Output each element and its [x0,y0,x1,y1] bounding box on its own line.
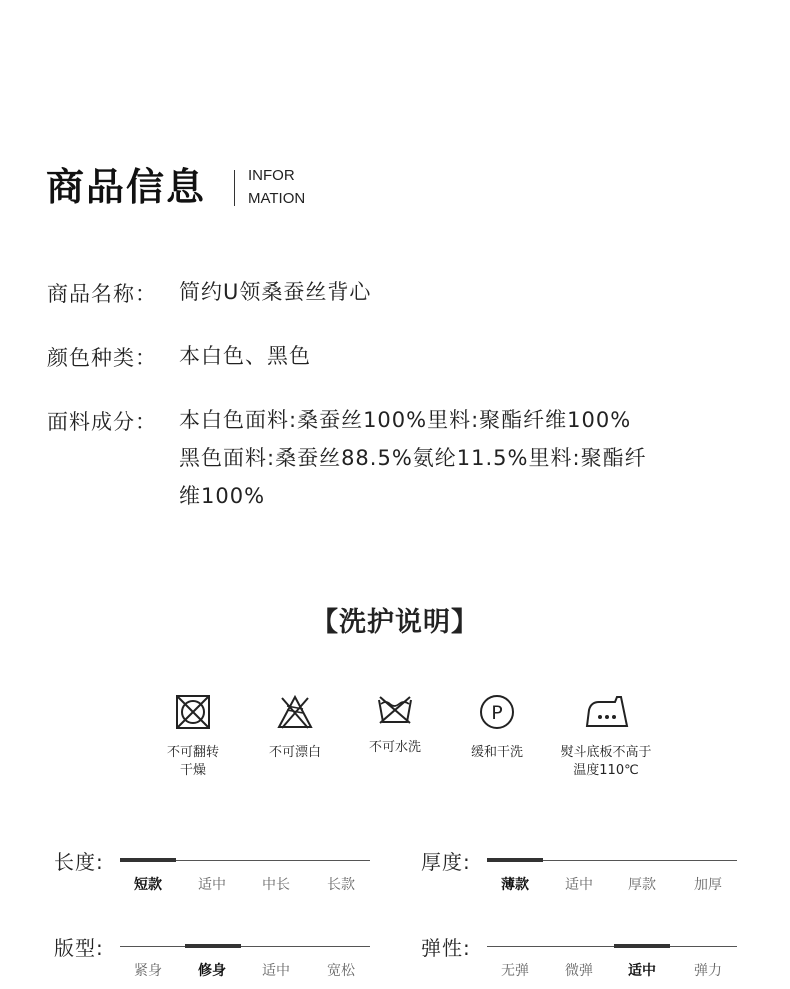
dry-clean-icon [479,694,515,730]
iron-icon [585,694,629,728]
title-en-line2: MATION [248,190,306,207]
fabric-line-1: 本白色面料:桑蚕丝100%里料:聚酯纤维100% [179,408,632,432]
elasticity-option: 微弹 [565,963,593,979]
thickness-option: 适中 [565,877,593,893]
fabric-value [179,401,749,515]
elasticity-option: 无弹 [501,963,529,979]
no-tumble-dry-icon [175,694,211,730]
svg-text:P: P [491,702,503,724]
care-label-line: 温度110℃ [573,763,639,778]
thickness-option: 薄款 [501,877,529,893]
fit-option: 修身 [198,963,226,979]
care-label-line: 干燥 [179,763,206,778]
thickness-option: 厚款 [628,877,656,893]
elasticity-label: 弹性: [421,936,471,960]
elasticity-scale-line [487,946,737,947]
page-title-english [248,164,305,210]
care-label-line: 不可翻转 [166,745,219,760]
color-label: 颜色种类： [47,346,157,370]
length-option: 适中 [198,877,226,893]
fabric-line-3: 维100% [179,484,266,508]
product-name-value: 简约U领桑蚕丝背心 [179,280,372,304]
fabric-label: 面料成分： [47,410,157,434]
no-wash-icon [377,694,413,726]
care-label-no-tumble-dry [143,744,243,780]
care-section-title: 【洗护说明】 [311,607,479,638]
no-bleach-icon [277,694,313,730]
care-label-iron [546,744,666,780]
length-option: 长款 [327,877,355,893]
fit-option: 宽松 [327,963,355,979]
title-divider [234,170,235,206]
elasticity-option: 适中 [628,963,656,979]
page-title: 商品信息 [46,165,207,209]
fit-option: 紧身 [134,963,162,979]
elasticity-option: 弹力 [694,963,722,979]
fit-scale-line [120,946,370,947]
fabric-line-2: 黑色面料:桑蚕丝88.5%氨纶11.5%里料:聚酯纤 [179,446,647,470]
thickness-label: 厚度: [421,850,471,874]
fit-scale-indicator [185,944,241,948]
length-option: 短款 [134,877,162,893]
fit-label: 版型: [54,936,104,960]
product-name-label: 商品名称： [47,282,157,306]
length-option: 中长 [262,877,290,893]
thickness-scale-indicator [487,858,543,862]
fit-option: 适中 [262,963,290,979]
length-scale-indicator [120,858,176,862]
length-label: 长度: [54,850,104,874]
elasticity-scale-indicator [614,944,670,948]
thickness-option: 加厚 [694,877,722,893]
care-label-dry-clean: 缓和干洗 [470,745,523,760]
title-en-line1: INFOR [248,167,295,184]
care-label-no-wash: 不可水洗 [368,740,421,755]
care-label-line: 熨斗底板不高于 [560,745,652,760]
care-label-no-bleach: 不可漂白 [268,745,321,760]
color-value: 本白色、黑色 [179,344,311,368]
